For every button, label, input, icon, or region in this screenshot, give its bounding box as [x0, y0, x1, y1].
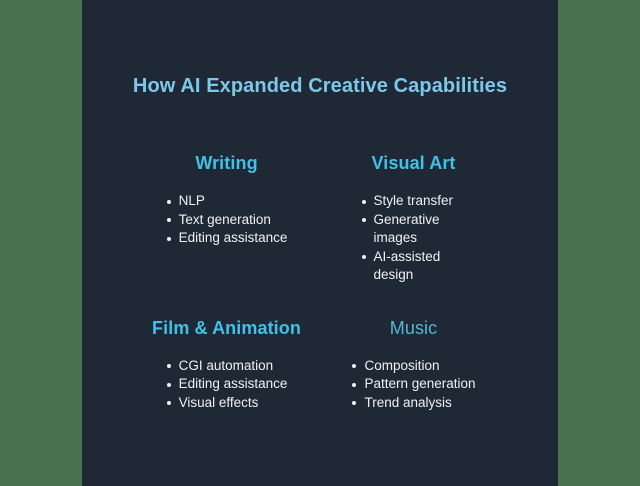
list-item: [166, 192, 288, 211]
list-item-text: Editing assistance: [178, 230, 288, 245]
section-title-writing: Writing: [195, 153, 258, 173]
list-item: [166, 394, 288, 413]
list-item: [351, 357, 475, 376]
section-title-visual-art: Visual Art: [371, 153, 456, 173]
bullet-icon: [362, 255, 366, 259]
section-writing: [133, 152, 320, 285]
bullet-icon: [352, 364, 356, 368]
section-music: [320, 317, 507, 413]
bullet-icon: [352, 383, 356, 387]
list-item: [351, 394, 475, 413]
section-visual-art: [320, 152, 507, 285]
section-film-animation: [133, 317, 320, 413]
list-item: [351, 375, 475, 394]
list-item: [166, 211, 288, 230]
bullet-list-writing: [166, 192, 288, 248]
bullet-icon: [167, 237, 171, 241]
section-title-music: Music: [389, 317, 438, 338]
bullet-icon: [352, 401, 356, 405]
list-item: [166, 357, 288, 376]
bullet-icon: [362, 200, 366, 204]
list-item: [361, 211, 467, 248]
list-item-text: Generative images: [373, 211, 440, 245]
list-item-text: Pattern generation: [364, 376, 476, 391]
bullet-list-film-animation: [166, 357, 288, 413]
list-item-text: NLP: [178, 193, 205, 208]
bullet-list-visual-art: [361, 192, 467, 285]
slide-title: How AI Expanded Creative Capabilities: [132, 75, 508, 97]
bullet-icon: [167, 401, 171, 405]
list-item-text: Composition: [364, 357, 440, 373]
bullet-list-music: [351, 357, 475, 413]
list-item-text: Style transfer: [373, 193, 454, 208]
list-item: [361, 248, 467, 285]
bullet-icon: [167, 383, 171, 387]
list-item-text: CGI automation: [178, 357, 274, 373]
list-item: [361, 192, 467, 211]
list-item-text: AI-assisted design: [373, 248, 441, 282]
list-item-text: Editing assistance: [178, 376, 288, 391]
list-item: [166, 229, 288, 248]
bullet-icon: [167, 200, 171, 204]
list-item: [166, 375, 288, 394]
bullet-icon: [362, 218, 366, 222]
slide-card: [82, 0, 558, 486]
list-item-text: Trend analysis: [364, 394, 452, 410]
list-item-text: Visual effects: [178, 394, 259, 410]
list-item-text: Text generation: [178, 211, 271, 227]
section-title-film-animation: Film & Animation: [152, 317, 301, 338]
bullet-icon: [167, 218, 171, 222]
sections-grid: [133, 152, 507, 412]
bullet-icon: [167, 364, 171, 368]
